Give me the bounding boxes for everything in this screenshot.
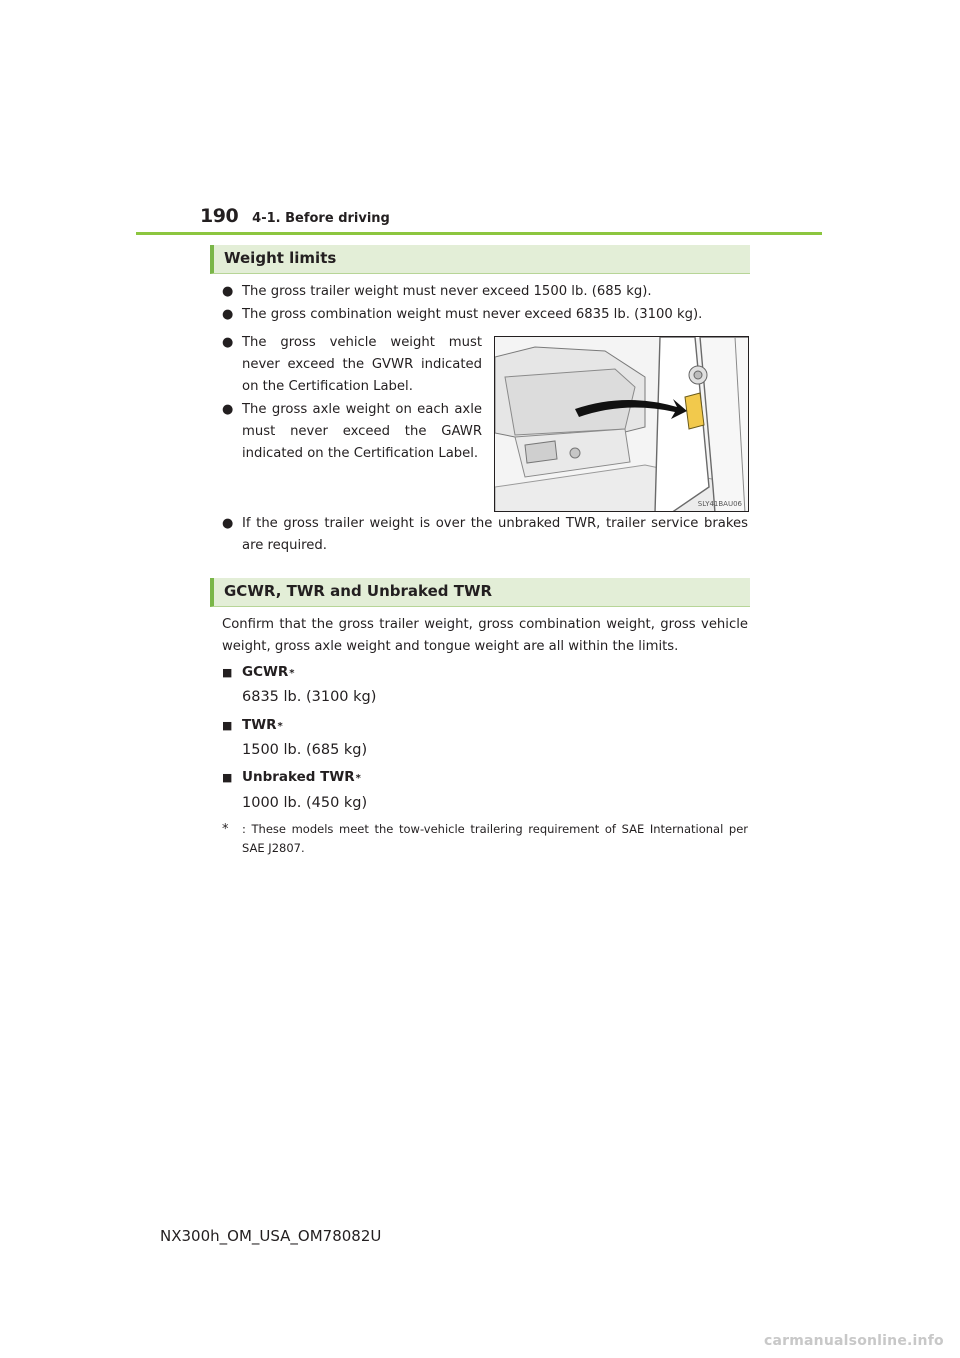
weight-limits-title: Weight limits xyxy=(224,249,337,267)
bullet-text: The gross trailer weight must never exceed 1500 lb. (685 kg). xyxy=(242,284,652,299)
spec-heading: ■ Unbraked TWR * xyxy=(222,769,361,785)
bullet-icon: ● xyxy=(222,516,234,531)
figure-code: SLY41BAU06 xyxy=(697,500,742,508)
spec-heading: ■ GCWR * xyxy=(222,664,295,680)
page-number: 190 xyxy=(200,205,239,227)
spec-heading: ■ TWR * xyxy=(222,717,283,733)
footnote xyxy=(222,820,748,858)
square-bullet-icon: ■ xyxy=(222,771,233,784)
gcwr-title: GCWR, TWR and Unbraked TWR xyxy=(224,582,493,600)
document-id: NX300h_OM_USA_OM78082U xyxy=(160,1227,382,1245)
header-rule xyxy=(136,232,822,235)
bullet-icon: ● xyxy=(222,284,234,299)
footnote-mark: * xyxy=(222,822,229,837)
spec-label: GCWR xyxy=(242,664,289,680)
spec-label: Unbraked TWR xyxy=(242,769,355,785)
page-header xyxy=(200,205,390,227)
gcwr-heading xyxy=(210,578,750,607)
section-label: 4-1. Before driving xyxy=(252,211,390,226)
gcwr-intro: Confirm that the gross trailer weight, gross combination weight, gross vehicle weight, gross axle weight and tongue weight are all within the limits. xyxy=(222,617,748,654)
spec-label: TWR xyxy=(242,717,277,733)
square-bullet-icon: ■ xyxy=(222,666,233,679)
bullet-item xyxy=(222,281,748,303)
weight-limits-heading xyxy=(210,245,750,274)
bullet-text: If the gross trailer weight is over the unbraked TWR, trailer service brakes are required. xyxy=(242,516,748,553)
bullet-item xyxy=(222,399,482,465)
spec-value: 6835 lb. (3100 kg) xyxy=(242,689,377,705)
footnote-text: : These models meet the tow-vehicle trailering requirement of SAE International per SAE J2807. xyxy=(242,822,748,855)
certification-label-figure xyxy=(494,336,749,512)
bullet-icon: ● xyxy=(222,307,234,322)
bullet-item xyxy=(222,332,482,398)
watermark: carmanualsonline.info xyxy=(764,1333,944,1349)
square-bullet-icon: ■ xyxy=(222,719,233,732)
spec-value: 1000 lb. (450 kg) xyxy=(242,795,368,811)
seat-door-illustration xyxy=(495,337,749,512)
spec-value: 1500 lb. (685 kg) xyxy=(242,742,368,758)
bullet-text: The gross vehicle weight must never exceed the GVWR indicated on the Certification Label. xyxy=(242,335,482,394)
bullet-item xyxy=(222,513,748,557)
bullet-icon: ● xyxy=(222,402,234,417)
bullet-icon: ● xyxy=(222,335,234,350)
bullet-text: The gross combination weight must never exceed 6835 lb. (3100 kg). xyxy=(242,307,703,322)
bullet-item xyxy=(222,304,748,326)
bullet-text: The gross axle weight on each axle must never exceed the GAWR indicated on the Certification Label. xyxy=(242,402,482,461)
